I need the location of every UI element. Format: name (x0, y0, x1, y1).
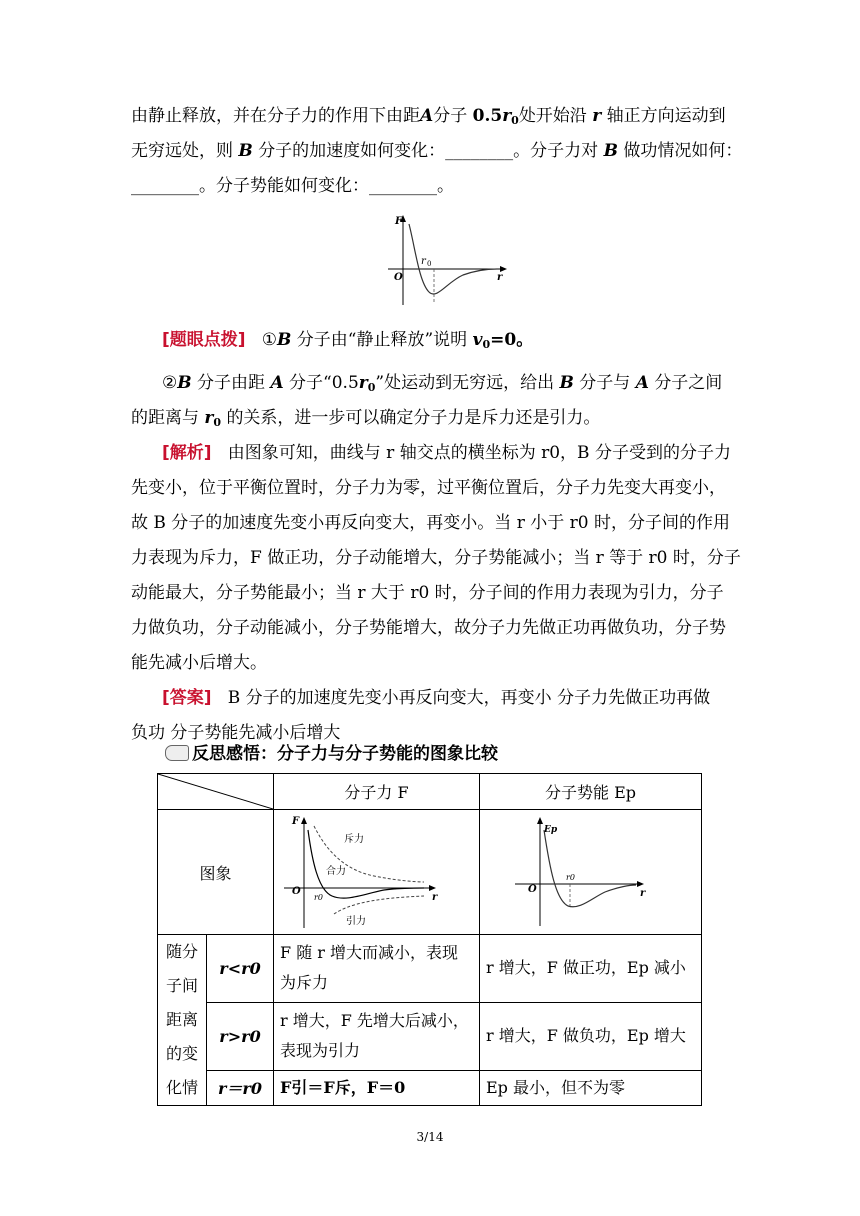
hint-line-1: [题眼点拨] ①B 分子由“静止释放”说明 $v_0=0$。 (162, 330, 534, 351)
analysis-line-6: 力做负功，分子动能减小，分子势能增大，故分子力先做正功再做负功，分子势 (131, 618, 726, 638)
net-force-label: 合力 (326, 866, 346, 877)
attraction-label: 引力 (346, 916, 366, 927)
potential-energy-graph (480, 810, 701, 934)
ep-r-greater: r 增大，F 做负功，Ep 增大 (480, 1002, 702, 1070)
table-corner-cell (158, 774, 274, 810)
hint-line-3: 的距离与 $r_0$ 的关系，进一步可以确定分子力是斥力还是引力。 (131, 408, 601, 429)
force-r-greater: r 增大，F 先增大后减小， 表现为引力 (274, 1002, 480, 1070)
side-label-cell: 随分 子间 距离 的变 化情 (158, 935, 207, 1106)
analysis-tag: [解析] (162, 443, 212, 463)
force-components-graph (274, 810, 479, 934)
question-line-2: 无穷远处，则 B 分子的加速度如何变化：________。分子力对 B 做功情况如何： (131, 141, 743, 161)
repulsion-label: 斥力 (344, 834, 364, 845)
force-curve-figure (385, 212, 510, 307)
svg-text:r: r (432, 892, 438, 903)
force-r-less: F 随 r 增大而减小，表现 为斥力 (274, 935, 480, 1003)
hint-line-2: ②B 分子由距 A 分子“$0.5r_0$”处运动到无穷远，给出 B 分子与 A 分子之间 (162, 373, 723, 394)
axis-label-r: r (497, 272, 503, 283)
answer-line-2: 负功 分子势能先减小后增大 (131, 723, 341, 743)
svg-text:O: O (528, 884, 537, 895)
page-number: 3/14 (416, 1130, 444, 1144)
svg-text:r0: r0 (566, 873, 575, 882)
answer-line-1: [答案] B 分子的加速度先变小再反向变大，再变小 分子力先做正功再做 (162, 688, 711, 708)
answer-tag: [答案] (162, 688, 212, 708)
ep-r-less: r 增大，F 做正功，Ep 减小 (480, 935, 702, 1003)
svg-text:r0: r0 (314, 893, 323, 902)
analysis-line-1: [解析] 由图象可知，曲线与 r 轴交点的横坐标为 r0，B 分子受到的分子力 (162, 443, 731, 463)
force-graph-cell (274, 810, 480, 935)
comparison-table (157, 773, 702, 1106)
origin-label: O (394, 272, 403, 283)
svg-text:r: r (640, 888, 646, 899)
svg-text:Ep: Ep (544, 825, 558, 835)
row-graph-label: 图象 (158, 810, 274, 935)
analysis-line-3: 故 B 分子的加速度先变小再反向变大，再变小。当 r 小于 r0 时，分子间的作用 (131, 513, 730, 533)
ep-r-equal: Ep 最小，但不为零 (480, 1070, 702, 1105)
header-ep: 分子势能 Ep (480, 774, 702, 810)
ep-graph-cell (480, 810, 702, 935)
cond-r-greater: r>r0 (207, 1002, 274, 1070)
axis-label-F: F (395, 216, 403, 227)
analysis-line-2: 先变小，位于平衡位置时，分子力为零，过平衡位置后，分子力先变大再变小， (131, 478, 726, 498)
cond-r-equal: r＝r0 (207, 1070, 274, 1105)
question-line-3: ________。分子势能如何变化：________。 (131, 176, 454, 196)
pointing-hand-icon (165, 745, 189, 761)
analysis-line-5: 动能最大，分子势能最小；当 r 大于 r0 时，分子间的作用力表现为引力，分子 (131, 583, 724, 603)
question-line-1: 由静止释放，并在分子力的作用下由距A分子 $0.5r_0$处开始沿 r 轴正方向运动到 (131, 106, 726, 127)
cond-r-less: r<r0 (207, 935, 274, 1003)
analysis-line-4: 力表现为斥力，F 做正功，分子动能增大，分子势能减小；当 r 等于 r0 时，分子 (131, 548, 741, 568)
svg-text:0: 0 (427, 260, 432, 268)
reflect-heading: 反思感悟：分子力与分子势能的图象比较 (165, 742, 498, 766)
r0-label: r (421, 256, 426, 267)
header-force: 分子力 F (274, 774, 480, 810)
svg-text:F: F (292, 816, 300, 827)
force-r-equal: F引＝F斥，F＝0 (274, 1070, 480, 1105)
hint-tag: [题眼点拨] (162, 330, 246, 350)
svg-text:O: O (292, 886, 301, 897)
analysis-line-7: 能先减小后增大。 (131, 653, 267, 673)
